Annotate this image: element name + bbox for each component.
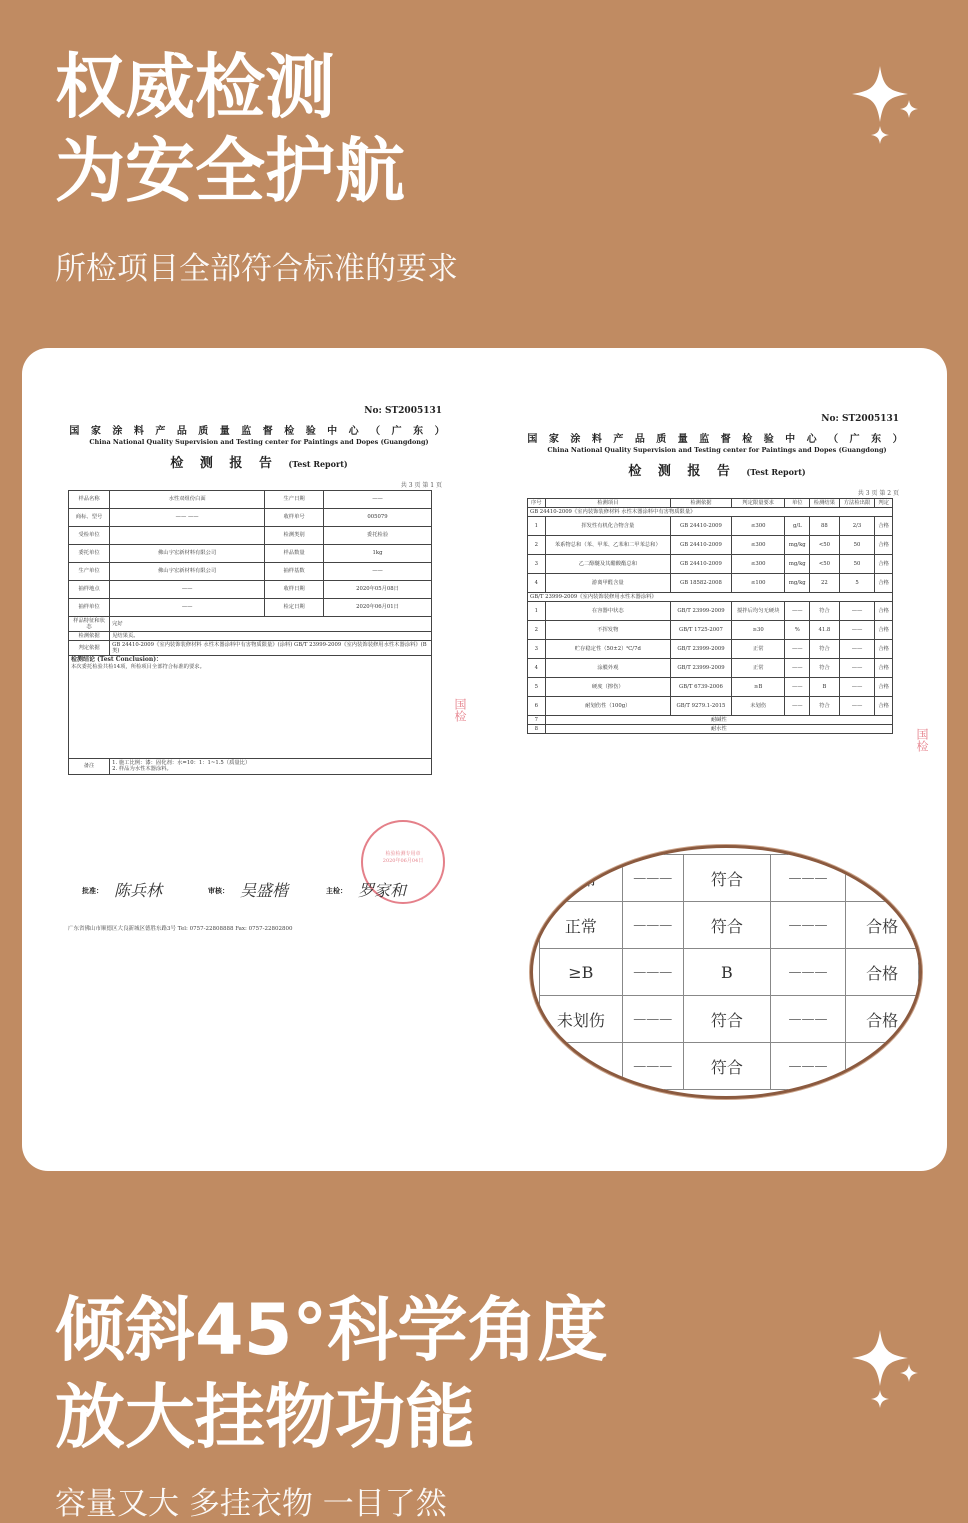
report-page-number: 共 3 页 第 2 页 xyxy=(857,490,899,497)
table-cell: 50 xyxy=(839,536,875,555)
table-cell: 抽样基数 xyxy=(265,563,324,581)
report-org-cn: 国 家 涂 料 产 品 质 量 监 督 检 验 中 心 （ 广 东 ） xyxy=(527,434,907,445)
table-cell: mg/kg xyxy=(785,536,810,555)
table-header-cell: 序号 xyxy=(528,499,546,508)
table-row xyxy=(69,545,432,563)
table-cell: GB 24410-2009 xyxy=(670,536,731,555)
table-cell: GB 24410-2009 xyxy=(670,517,731,536)
table-cell: 合格 xyxy=(875,536,893,555)
table-cell: B xyxy=(810,678,840,697)
table-cell: 88 xyxy=(810,517,840,536)
table-cell: 5 xyxy=(839,574,875,593)
approved-label: 批准： xyxy=(82,886,103,895)
table-cell: —— xyxy=(785,640,810,659)
table-cell: GB 18582-2008 xyxy=(670,574,731,593)
table-cell: 合格 xyxy=(875,678,893,697)
table-cell: ≥B xyxy=(731,678,785,697)
table-cell: 1kg xyxy=(324,545,432,563)
table-cell: 佛山宇宏新材料有限公司 xyxy=(110,545,265,563)
approved-signature: 陈兵林 xyxy=(114,881,163,900)
table-cell: 符合 xyxy=(810,659,840,678)
table-cell: 挥发性有机化合物含量 xyxy=(545,517,670,536)
test-report-page-1 xyxy=(68,398,450,958)
table-cell: 合格 xyxy=(846,902,919,949)
table-cell: GB/T 6739-2006 xyxy=(670,678,731,697)
table-cell: 3 xyxy=(528,640,546,659)
table-group-label: GB/T 23999-2009《室内装饰装修用水性木器涂料》 xyxy=(528,593,893,602)
table-cell: 收样日期 xyxy=(265,581,324,599)
table-cell: 耐水性 xyxy=(545,725,892,734)
headline2-line1: 倾斜45°科学角度 xyxy=(55,1289,608,1371)
table-row xyxy=(528,659,893,678)
table-cell: —— xyxy=(785,678,810,697)
table-row xyxy=(69,563,432,581)
table-row xyxy=(528,536,893,555)
sparkle-icon xyxy=(852,1330,922,1410)
table-cell: 商标、型号 xyxy=(69,509,110,527)
table-cell: ——— xyxy=(622,855,683,902)
table-header-cell: 单位 xyxy=(785,499,810,508)
tested-signature: 罗家和 xyxy=(358,881,407,900)
table-cell: 抽样地点 xyxy=(69,581,110,599)
tested-label: 主检： xyxy=(326,886,347,895)
table-header-cell: 判定限量要求 xyxy=(731,499,785,508)
table-cell: 未划伤 xyxy=(540,996,623,1043)
report-org-en: China National Quality Supervision and Testing center for Paintings and Dopes (Guangdong) xyxy=(89,438,429,446)
table-cell: 合格 xyxy=(846,996,919,1043)
table-cell: ——— xyxy=(770,902,845,949)
table-group-label: GB 24410-2009《室内装饰装修材料 水性木器涂料中有害物质限量》 xyxy=(528,508,893,517)
table-cell: 合格 xyxy=(875,621,893,640)
table-cell: 受检单位 xyxy=(69,527,110,545)
table-cell: 生产单位 xyxy=(69,563,110,581)
table-cell: 不挥发物 xyxy=(545,621,670,640)
table-cell: 2020年06月01日 xyxy=(324,599,432,617)
table-cell: ≤300 xyxy=(731,536,785,555)
table-cell: —— xyxy=(110,581,265,599)
table-cell: —— xyxy=(839,640,875,659)
table-header-cell: 检测依据 xyxy=(670,499,731,508)
table-cell: % xyxy=(785,621,810,640)
table-cell: 符合 xyxy=(683,996,770,1043)
table-cell: ≥B xyxy=(540,949,623,996)
table-row xyxy=(69,599,432,617)
table-cell: 贮存稳定性（50±2）℃/7d xyxy=(545,640,670,659)
table-cell: —— xyxy=(324,563,432,581)
binding-seal-right: 国检 xyxy=(915,728,929,752)
table-cell: 委托检验 xyxy=(324,527,432,545)
table-group-row xyxy=(528,508,893,517)
report-results-table xyxy=(527,498,893,734)
table-cell: —— xyxy=(839,697,875,716)
table-cell: 2/3 xyxy=(839,517,875,536)
table-cell: 佛山宇宏新材料有限公司 xyxy=(110,563,265,581)
table-cell: GB/T 23999-2009 xyxy=(670,602,731,621)
table-cell: B xyxy=(683,949,770,996)
table-cell: 合格 xyxy=(875,574,893,593)
table-cell: 搅拌后均匀无硬块 xyxy=(731,602,785,621)
table-cell: 41.8 xyxy=(810,621,840,640)
table-row: 样品特征和状态 完好 xyxy=(69,617,432,632)
table-cell: 抽样单位 xyxy=(69,599,110,617)
table-header-cell: 检测结果 xyxy=(810,499,840,508)
table-cell: 检定日期 xyxy=(265,599,324,617)
table-cell: mg/kg xyxy=(785,555,810,574)
table-cell: 合格 xyxy=(875,640,893,659)
table-cell: 未划伤 xyxy=(731,697,785,716)
table-row xyxy=(69,527,432,545)
table-row xyxy=(528,555,893,574)
report-org-en: China National Quality Supervision and Testing center for Paintings and Dopes (Guangdong) xyxy=(547,446,887,454)
table-cell: ——— xyxy=(622,949,683,996)
table-cell: —— xyxy=(324,491,432,509)
report-info-table xyxy=(68,490,432,775)
table-cell: ≤100 xyxy=(731,574,785,593)
table-header-cell: 方法检出限 xyxy=(839,499,875,508)
table-cell: —— xyxy=(110,599,265,617)
report-card xyxy=(22,348,947,1171)
sparkle-icon xyxy=(852,66,922,146)
table-cell: —— —— xyxy=(110,509,265,527)
table-cell: GB/T 9279.1-2015 xyxy=(670,697,731,716)
table-cell: 7 xyxy=(528,716,546,725)
table-cell: 2020年05月08日 xyxy=(324,581,432,599)
table-row xyxy=(528,716,893,725)
table-cell: 3 xyxy=(528,555,546,574)
table-cell: ——— xyxy=(770,996,845,1043)
table-cell: GB 24410-2009 xyxy=(670,555,731,574)
table-cell: 检测类别 xyxy=(265,527,324,545)
table-cell: 正常 xyxy=(540,902,623,949)
table-cell: ——— xyxy=(770,949,845,996)
magnified-results-table xyxy=(539,854,919,1090)
table-cell: g/L xyxy=(785,517,810,536)
table-cell: 合格 xyxy=(846,855,919,902)
report-org-cn: 国 家 涂 料 产 品 质 量 监 督 检 验 中 心 （ 广 东 ） xyxy=(69,426,449,437)
table-cell: 符合 xyxy=(683,1043,770,1090)
table-row xyxy=(528,517,893,536)
table-row xyxy=(540,855,919,902)
headline-line1: 权威检测 xyxy=(55,46,335,128)
table-cell: 合格 xyxy=(846,949,919,996)
checked-signature: 吴盛楷 xyxy=(240,881,289,900)
table-cell: 8 xyxy=(528,725,546,734)
table-row xyxy=(528,678,893,697)
table-cell: —— xyxy=(839,602,875,621)
report-number: No: ST2005131 xyxy=(364,406,442,416)
report-address: 广东省佛山市顺德区大良新城区德胜东路3号 Tel: 0757-22808888 Fax: 0757-22802800 xyxy=(68,926,293,932)
table-cell: 正常 xyxy=(731,659,785,678)
table-row xyxy=(540,949,919,996)
table-cell: 5 xyxy=(528,678,546,697)
table-cell: <50 xyxy=(810,555,840,574)
checked-label: 审核： xyxy=(208,886,229,895)
table-header-cell: 检测项目 xyxy=(545,499,670,508)
table-cell: 水性双组份白面 xyxy=(110,491,265,509)
table-cell: 合格 xyxy=(875,602,893,621)
table-row xyxy=(540,996,919,1043)
table-row xyxy=(528,574,893,593)
report-number: No: ST2005131 xyxy=(821,414,899,424)
report-page-number: 共 3 页 第 1 页 xyxy=(400,482,442,489)
table-cell: 符合 xyxy=(683,902,770,949)
table-cell: 涂膜外观 xyxy=(545,659,670,678)
table-row: 备注 1. 施工比例：漆：固化剂：水=10：1：1~1.5（质量比） 2. 样品为水性木器涂料。 xyxy=(69,759,432,774)
table-cell: 2 xyxy=(528,536,546,555)
table-cell: 50 xyxy=(839,555,875,574)
table-cell: —— xyxy=(839,678,875,697)
table-cell: 游离甲醛含量 xyxy=(545,574,670,593)
table-cell: 符合 xyxy=(810,640,840,659)
table-cell: 22 xyxy=(810,574,840,593)
table-header-row xyxy=(528,499,893,508)
table-cell: 正常 xyxy=(731,640,785,659)
table-row: 判定依据 GB 24410-2009《室内装饰装修材料 水性木器涂料中有害物质限量》(涂料) GB/T 23999-2009《室内装饰装修用水性木器涂料》(B类) xyxy=(69,641,432,656)
table-cell: 苯系物总和（苯、甲苯、乙苯和二甲苯总和） xyxy=(545,536,670,555)
table-cell: mg/kg xyxy=(785,574,810,593)
table-row: 检测依据 见结果页。 xyxy=(69,632,432,641)
table-cell xyxy=(540,1043,623,1090)
table-cell: 合格 xyxy=(875,659,893,678)
table-header-cell: 判定 xyxy=(875,499,893,508)
table-cell: —— xyxy=(785,602,810,621)
table-cell: 委托单位 xyxy=(69,545,110,563)
table-cell: GB/T 1725-2007 xyxy=(670,621,731,640)
table-row xyxy=(69,509,432,527)
table-cell: 合格 xyxy=(875,555,893,574)
table-row xyxy=(528,621,893,640)
table-cell: 4 xyxy=(528,574,546,593)
table-cell: 乙二醇醚及其醋酸酯总和 xyxy=(545,555,670,574)
table-cell xyxy=(846,1043,919,1090)
table-cell: ——— xyxy=(770,855,845,902)
table-row xyxy=(528,602,893,621)
table-cell xyxy=(110,527,265,545)
report-title: 检 测 报 告 (Test Report) xyxy=(170,456,348,471)
table-cell: ——— xyxy=(622,996,683,1043)
table-row xyxy=(528,725,893,734)
table-cell: ——— xyxy=(622,902,683,949)
table-cell: GB/T 23999-2009 xyxy=(670,640,731,659)
table-cell: 收样单号 xyxy=(265,509,324,527)
table-cell: 耐碱性 xyxy=(545,716,892,725)
table-row xyxy=(69,581,432,599)
table-cell: ≤300 xyxy=(731,555,785,574)
inspection-stamp: 检验检测专用章 2020年06月04日 xyxy=(361,820,445,904)
table-row xyxy=(528,697,893,716)
table-cell: 耐划伤性（100g） xyxy=(545,697,670,716)
table-cell: GB/T 23999-2009 xyxy=(670,659,731,678)
report-title: 检 测 报 告 (Test Report) xyxy=(628,464,806,479)
table-cell: ≤300 xyxy=(731,517,785,536)
table-cell: —— xyxy=(785,659,810,678)
headline2-line2: 放大挂物功能 xyxy=(55,1376,475,1458)
table-cell: 异常 xyxy=(540,855,623,902)
table-row xyxy=(540,1043,919,1090)
table-cell: ——— xyxy=(770,1043,845,1090)
table-cell: 符合 xyxy=(810,697,840,716)
headline-line2: 为安全护航 xyxy=(55,130,405,212)
table-row xyxy=(528,640,893,659)
table-cell: <50 xyxy=(810,536,840,555)
table-cell: 符合 xyxy=(810,602,840,621)
table-cell: 1 xyxy=(528,517,546,536)
table-cell: 在容器中状态 xyxy=(545,602,670,621)
binding-seal-left: 国检 xyxy=(453,698,467,722)
headline-subtitle: 所检项目全部符合标准的要求 xyxy=(55,251,458,287)
table-cell: 1 xyxy=(528,602,546,621)
table-cell: 生产日期 xyxy=(265,491,324,509)
table-row: 检测结论 (Test Conclusion)： 本次委托检验共检14项，所检项目全部符合标准的要求。 xyxy=(69,656,432,759)
table-cell: 合格 xyxy=(875,697,893,716)
table-cell: ——— xyxy=(622,1043,683,1090)
table-cell: —— xyxy=(839,659,875,678)
table-row xyxy=(540,902,919,949)
table-cell: 样品名称 xyxy=(69,491,110,509)
table-cell: 样品数量 xyxy=(265,545,324,563)
table-cell: 6 xyxy=(528,697,546,716)
headline2-subtitle: 容量又大 多挂衣物 一目了然 xyxy=(55,1486,447,1522)
table-cell: —— xyxy=(785,697,810,716)
table-cell: 符合 xyxy=(683,855,770,902)
table-cell: 合格 xyxy=(875,517,893,536)
magnifier-lens xyxy=(530,845,922,1099)
table-cell: 2 xyxy=(528,621,546,640)
table-row xyxy=(69,491,432,509)
table-cell: 硬度（擦伤） xyxy=(545,678,670,697)
table-cell: ≥30 xyxy=(731,621,785,640)
table-cell: 005079 xyxy=(324,509,432,527)
table-cell: —— xyxy=(839,621,875,640)
table-cell: 4 xyxy=(528,659,546,678)
table-group-row xyxy=(528,593,893,602)
